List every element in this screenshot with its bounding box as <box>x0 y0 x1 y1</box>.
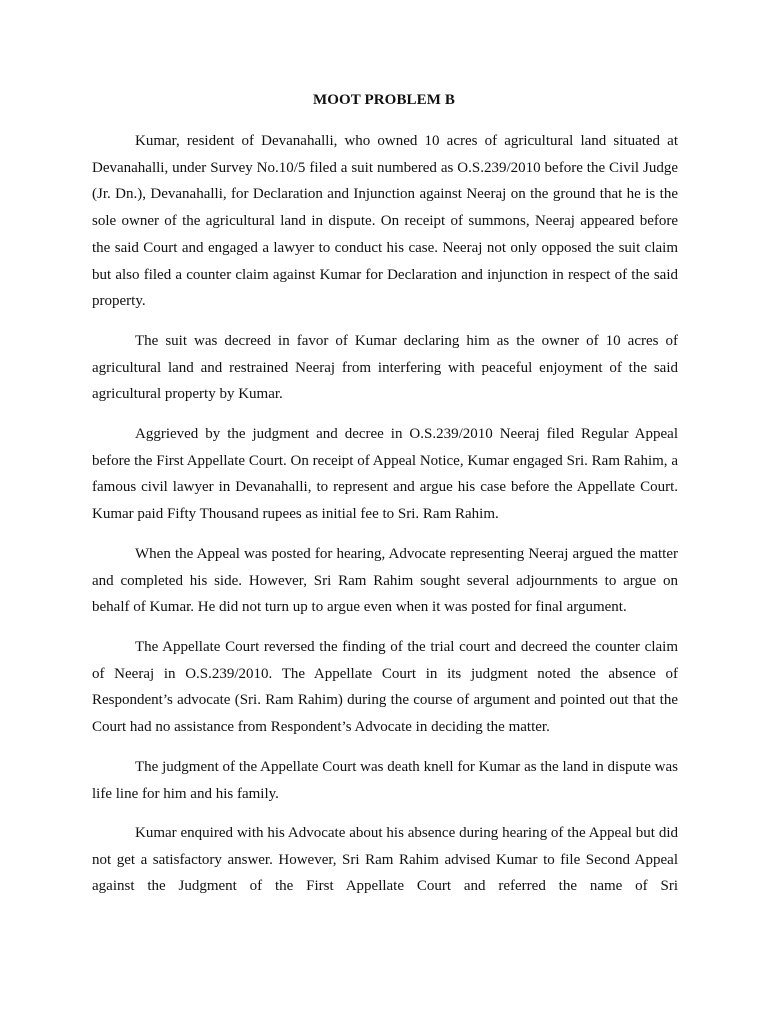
paragraph-1: Kumar, resident of Devanahalli, who owned 10 acres of agricultural land situated at Devanahalli, under Survey No.10/5 filed a suit numbered as O.S.239/2010 before the Civil Judge (Jr. Dn.), Devanahalli, for Declaration and Injunction against Neeraj on the ground that he is the sole owner of the agricultural land in dispute. On receipt of summons, Neeraj appeared before the said Court and engaged a lawyer to conduct his case. Neeraj not only opposed the suit claim but also filed a counter claim against Kumar for Declaration and injunction in respect of the said property. <box>92 133 678 310</box>
document-title: MOOT PROBLEM B <box>313 92 455 108</box>
paragraph-3: Aggrieved by the judgment and decree in O.S.239/2010 Neeraj filed Regular Appeal before the First Appellate Court. On receipt of Appeal Notice, Kumar engaged Sri. Ram Rahim, a famous civil lawyer in Devanahalli, to represent and argue his case before the Appellate Court. Kumar paid Fifty Thousand rupees as initial fee to Sri. Ram Rahim. <box>92 426 678 523</box>
paragraph-4: When the Appeal was posted for hearing, Advocate representing Neeraj argued the matter and completed his side. However, Sri Ram Rahim sought several adjournments to argue on behalf of Kumar. He did not turn up to argue even when it was posted for final argument. <box>92 546 678 616</box>
paragraph-5: The Appellate Court reversed the finding of the trial court and decreed the counter claim of Neeraj in O.S.239/2010. The Appellate Court in its judgment noted the absence of Respondent’s advocate (Sri. Ram Rahim) during the course of argument and pointed out that the Court had no assistance from Respondent’s Advocate in deciding the matter. <box>92 639 678 736</box>
paragraph-6: The judgment of the Appellate Court was death knell for Kumar as the land in dispute was life line for him and his family. <box>92 759 678 802</box>
paragraph-7: Kumar enquired with his Advocate about his absence during hearing of the Appeal but did not get a satisfactory answer. However, Sri Ram Rahim advised Kumar to file Second Appeal against the Judgment of the First Appellate Court and referred the name of Sri <box>92 825 678 895</box>
paragraph-2: The suit was decreed in favor of Kumar declaring him as the owner of 10 acres of agricultural land and restrained Neeraj from interfering with peaceful enjoyment of the said agricultural property by Kumar. <box>92 333 678 403</box>
